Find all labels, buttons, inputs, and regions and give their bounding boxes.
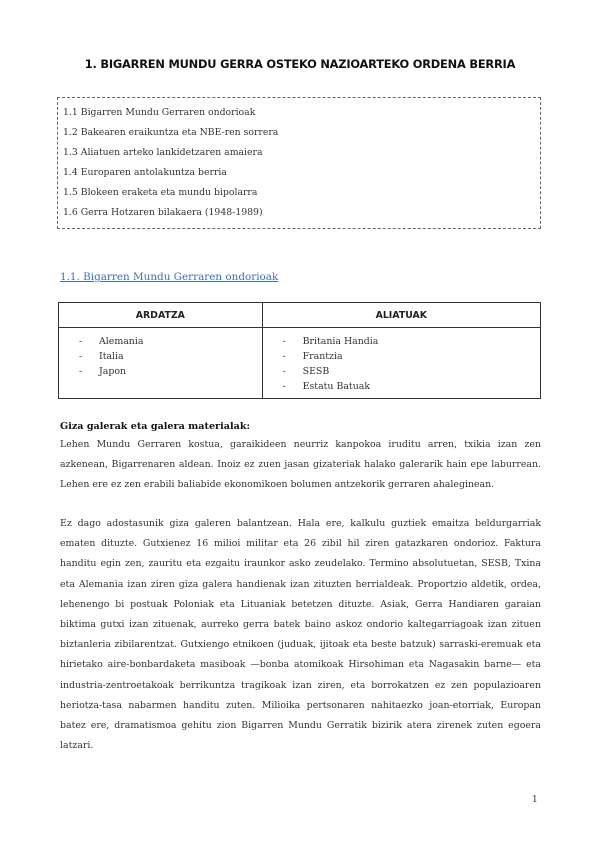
toc-item[interactable]: 1.4 Europaren antolakuntza berria bbox=[63, 167, 227, 178]
section-heading-link[interactable]: 1.1. Bigarren Mundu Gerraren ondorioak bbox=[60, 271, 279, 283]
table-of-contents bbox=[57, 97, 541, 229]
page-number: 1 bbox=[532, 795, 538, 805]
ardatza-list bbox=[79, 334, 262, 379]
list-item: - SESB bbox=[283, 364, 540, 379]
toc-item[interactable]: 1.6 Gerra Hotzaren bilakaera (1948-1989) bbox=[63, 207, 263, 218]
column-header-aliatuak: ALIATUAK bbox=[262, 303, 540, 328]
toc-item[interactable]: 1.5 Blokeen eraketa eta mundu bipolarra bbox=[63, 187, 258, 198]
list-item: - Alemania bbox=[79, 334, 262, 349]
toc-item[interactable]: 1.1 Bigarren Mundu Gerraren ondorioak bbox=[63, 107, 256, 118]
list-item: - Italia bbox=[79, 349, 262, 364]
aliatuak-cell bbox=[262, 328, 540, 399]
toc-item[interactable]: 1.3 Aliatuen arteko lankidetzaren amaiera bbox=[63, 147, 263, 158]
aliatuak-list bbox=[283, 334, 540, 394]
ardatza-cell bbox=[59, 328, 263, 399]
subheading: Giza galerak eta galera materialak: bbox=[60, 421, 251, 432]
page-title: 1. BIGARREN MUNDU GERRA OSTEKO NAZIOARTEKO ORDENA BERRIA bbox=[84, 57, 516, 71]
body-paragraph: Ez dago adostasunik giza galeren balantzean. Hala ere, kalkulu guztiek emaitza beldurgarriak ematen dituzte. Gutxienez 16 milioi militar eta 26 zibil hil ziren gatazkaren ondorioz. Faktura handitu egin zen, zauritu eta ezgaitu iraunkor asko zeudelako. Termino absolutuetan, SESB, Txina eta Alemania izan ziren giza galera handienak izan zituzten herrialdeak. Proportzio aldetik, ordea, lehenengo bi postuak Poloniak eta Lituaniak betetzen dituzte. Asiak, Gerra Handiaren garaian biktima gutxi izan zituenak, aurreko gerra batek baino askoz ondorio kaltegarriagoak izan zituen biztanleria zibilarentzat. Gutxiengo etnikoen (juduak, ijitoak eta beste batzuk) sarraski-eremuak eta hirietako aire-bonbardaketa masiboak —bonba atomikoak Hirsohiman eta Nagasakin barne— eta industria-zentroetakoak berrikuntza tragikoak izan ziren, eta borrokatzen ez zen populazioaren heriotza-tasa nabarmen handitu zuten. Milioika pertsonaren nahitaezko joan-etorriak, Europan batez ere, dramatismoa gehitu zion Bigarren Mundu Gerratik bizirik atera zirenek zuten egoera latzari. bbox=[60, 518, 541, 752]
toc-item[interactable]: 1.2 Bakearen eraikuntza eta NBE-ren sorrera bbox=[63, 127, 279, 138]
body-paragraph: Lehen Mundu Gerraren kostua, garaikideen neurriz kanpokoa iruditu arren, txikia izan zen azkenean, Bigarrenaren aldean. Inoiz ez zuen jasan gizateriak halako galerarik hain epe laburrean. Lehen ere ez zen erabili baliabide ekonomikoen bolumen antzekorik gerraren ahaleginean. bbox=[60, 439, 541, 491]
column-header-ardatza: ARDATZA bbox=[59, 303, 263, 328]
alliances-table bbox=[58, 302, 541, 399]
list-item: - Britania Handia bbox=[283, 334, 540, 349]
list-item: - Estatu Batuak bbox=[283, 379, 540, 394]
list-item: - Japon bbox=[79, 364, 262, 379]
list-item: - Frantzia bbox=[283, 349, 540, 364]
